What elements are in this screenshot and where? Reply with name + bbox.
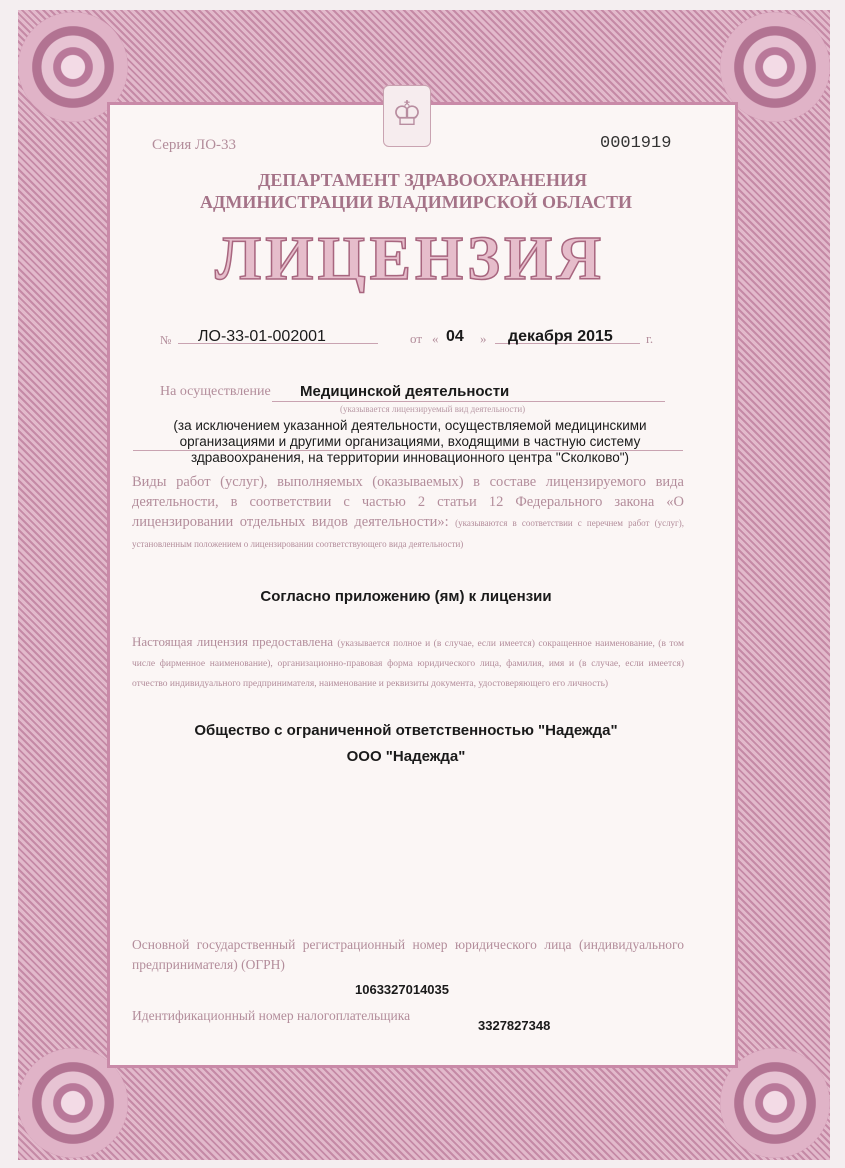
department-line-1: ДЕПАРТАМЕНТ ЗДРАВООХРАНЕНИЯ xyxy=(258,170,587,190)
series: Серия ЛО-33 xyxy=(152,137,237,153)
ogrn-value: 1063327014035 xyxy=(355,982,449,997)
year-suffix: г. xyxy=(646,331,654,346)
licensee-hint: (указывается полное и (в случае, если имеется) сокращенное наименование, (в том числе фирменное наименование), организационно-правовая форма юридического лица, фамилия, имя и (в случае, если имеется) отчество индивидуального предпринимателя, наименование и реквизиты документа, удостоверяющего его личность) xyxy=(132,639,684,689)
corner-rosette-icon xyxy=(720,12,830,122)
ogrn-label: Основной государственный регистрационный номер юридического лица (индивидуального предпринимателя) (ОГРН) xyxy=(132,937,684,972)
inn-label: Идентификационный номер налогоплательщика xyxy=(132,1008,411,1023)
form-number: 0001919 xyxy=(600,134,672,153)
department-line-2: АДМИНИСТРАЦИИ ВЛАДИМИРСКОЙ ОБЛАСТИ xyxy=(200,192,632,212)
licensee-short-name: ООО "Надежда" xyxy=(346,748,466,765)
activity-label: На осуществление xyxy=(160,384,271,399)
licensee-label xyxy=(132,633,684,693)
activity-value: Медицинской деятельности xyxy=(300,383,510,400)
works-label xyxy=(132,472,684,554)
license-month-year: декабря 2015 xyxy=(508,328,613,345)
from-label: от xyxy=(410,331,423,346)
number-label: № xyxy=(160,333,172,347)
licensee-label-text: Настоящая лицензия предоставлена xyxy=(132,634,334,649)
license-day: 04 xyxy=(446,328,464,345)
works-label-text: Виды работ (услуг), выполняемых (оказываемых) в составе лицензируемого вида деятельности, в соответствии с частью 2 статьи 12 Федерального закона «О лицензировании отдельных видов деятельности»: xyxy=(132,474,684,530)
document-title: ЛИЦЕНЗИЯ xyxy=(215,225,605,293)
quote: « xyxy=(432,331,439,346)
quote: » xyxy=(480,331,487,346)
corner-rosette-icon xyxy=(720,1048,830,1158)
coat-of-arms-emblem-icon: ♔ xyxy=(383,85,431,147)
works-value: Согласно приложению (ям) к лицензии xyxy=(260,588,552,605)
licensee-full-name: Общество с ограниченной ответственностью "Надежда" xyxy=(194,722,618,739)
activity-hint: (указывается лицензируемый вид деятельности) xyxy=(340,404,526,414)
inn-value: 3327827348 xyxy=(478,1018,551,1033)
works-hint: (указываются в соответствии с перечнем работ (услуг), установленным положением о лицензировании соответствующего вида деятельности) xyxy=(132,518,684,549)
activity-exception: (за исключением указанной деятельности, осуществляемой медицинскими организациями и другими организациями, входящими в частную систему здравоохранения, на территории инновационного центра "Сколково") xyxy=(173,418,647,465)
license-number: ЛО-33-01-002001 xyxy=(198,328,326,345)
